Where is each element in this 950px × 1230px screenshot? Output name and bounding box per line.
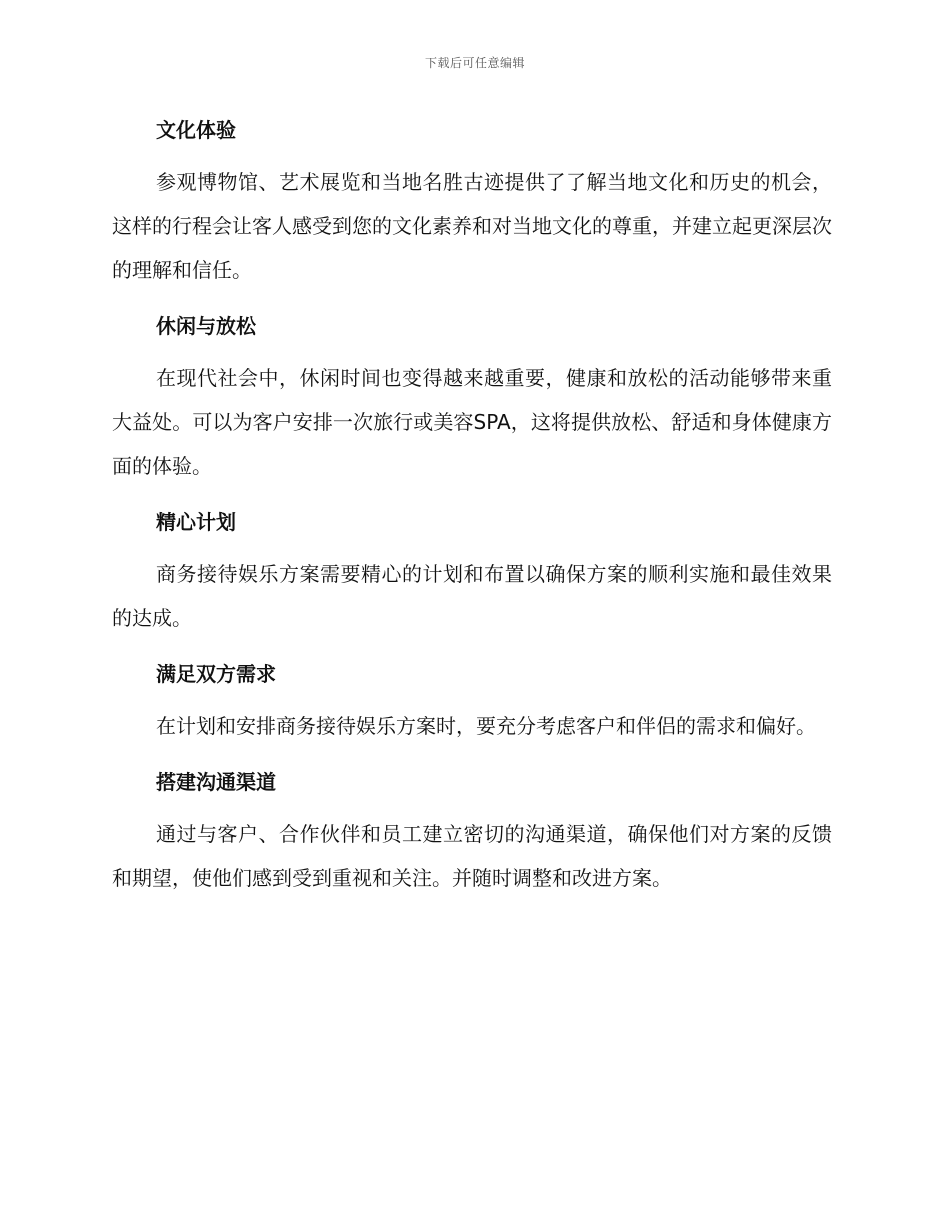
section-title: 精心计划 bbox=[156, 510, 236, 534]
section-needs bbox=[112, 654, 832, 748]
section-planning bbox=[112, 502, 832, 640]
section-title: 文化体验 bbox=[156, 118, 236, 142]
section-culture bbox=[112, 110, 832, 292]
section-paragraph: 商务接待娱乐方案需要精心的计划和布置以确保方案的顺利实施和最佳效果的达成。 bbox=[112, 562, 832, 630]
section-paragraph: 通过与客户、合作伙伴和员工建立密切的沟通渠道，确保他们对方案的反馈和期望，使他们感到受到重视和关注。并随时调整和改进方案。 bbox=[112, 822, 832, 890]
section-title: 搭建沟通渠道 bbox=[156, 770, 276, 794]
section-paragraph: 参观博物馆、艺术展览和当地名胜古迹提供了了解当地文化和历史的机会，这样的行程会让客人感受到您的文化素养和对当地文化的尊重，并建立起更深层次的理解和信任。 bbox=[112, 170, 832, 282]
section-title: 满足双方需求 bbox=[156, 662, 276, 686]
page-header-note: 下载后可任意编辑 bbox=[424, 56, 525, 70]
section-paragraph: 在现代社会中，休闲时间也变得越来越重要，健康和放松的活动能够带来重大益处。可以为客户安排一次旅行或美容SPA，这将提供放松、舒适和身体健康方面的体验。 bbox=[112, 366, 832, 478]
section-leisure bbox=[112, 306, 832, 488]
section-paragraph: 在计划和安排商务接待娱乐方案时，要充分考虑客户和伴侣的需求和偏好。 bbox=[156, 714, 816, 738]
document-body bbox=[112, 110, 832, 914]
section-title: 休闲与放松 bbox=[156, 314, 256, 338]
section-communication bbox=[112, 762, 832, 900]
